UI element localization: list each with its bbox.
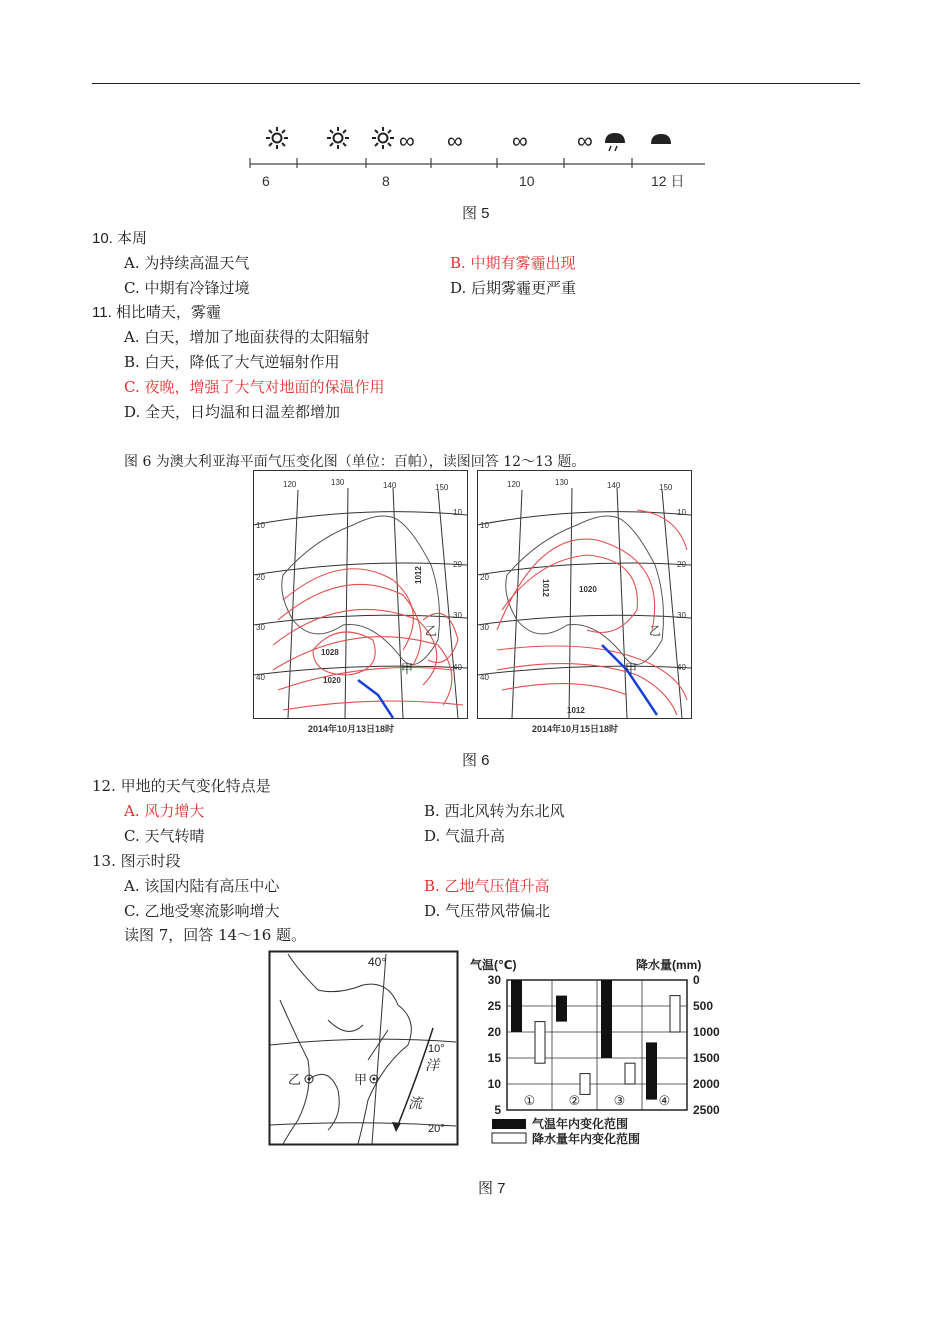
q11-option-a: A. 白天，增加了地面获得的太阳辐射 — [124, 328, 370, 346]
svg-text:150: 150 — [435, 483, 449, 492]
temp-range-bar — [556, 996, 567, 1022]
precip-range-bar — [625, 1063, 635, 1084]
map-date: 2014年10月15日18时 — [532, 724, 619, 734]
temp-range-bar — [601, 980, 612, 1058]
svg-text:10: 10 — [677, 508, 686, 517]
left-tick-label: 25 — [487, 999, 501, 1013]
figure-6-map-left — [253, 470, 468, 735]
svg-text:30: 30 — [256, 623, 265, 632]
figure-5-caption: 图 5 — [462, 205, 490, 222]
svg-text:1028: 1028 — [321, 648, 339, 657]
right-tick-label: 1000 — [693, 1025, 720, 1039]
sun-icon — [372, 127, 394, 149]
precip-range-bar — [580, 1074, 590, 1095]
q13-option-b: B. 乙地气压值升高 — [424, 877, 550, 895]
sun-icon — [327, 127, 349, 149]
legend-temp-swatch — [492, 1119, 526, 1129]
svg-text:20: 20 — [453, 560, 462, 569]
svg-text:10: 10 — [480, 521, 489, 530]
svg-text:洋: 洋 — [425, 1057, 439, 1073]
right-tick-label: 500 — [693, 999, 714, 1013]
tick-label: 10 — [519, 173, 535, 189]
q10-stem: 10. 本周 — [92, 230, 148, 247]
svg-text:1012: 1012 — [541, 579, 550, 597]
svg-text:40: 40 — [677, 663, 686, 672]
svg-text:140: 140 — [383, 481, 397, 490]
figure-7-climate-chart — [470, 955, 720, 1150]
q11-stem: 11. 相比晴天，雾霾 — [92, 304, 221, 321]
cloud-icon — [651, 134, 671, 144]
left-tick-label: 10 — [487, 1077, 501, 1091]
svg-text:1020: 1020 — [323, 676, 341, 685]
figure-6-caption: 图 6 — [462, 752, 490, 769]
sun-icon — [266, 127, 288, 149]
svg-text:20°: 20° — [428, 1123, 445, 1135]
q12-option-d: D. 气温升高 — [424, 827, 506, 845]
tick-label: 12 日 — [651, 173, 685, 189]
tick-label: 8 — [382, 173, 390, 189]
svg-text:1012: 1012 — [414, 566, 423, 584]
q10-option-c: C. 中期有冷锋过境 — [124, 279, 250, 297]
svg-text:40°: 40° — [368, 955, 387, 969]
svg-text:甲: 甲 — [401, 662, 414, 676]
svg-text:40: 40 — [453, 663, 462, 672]
temp-range-bar — [511, 980, 522, 1032]
svg-text:20: 20 — [256, 573, 265, 582]
right-tick-label: 2000 — [693, 1077, 720, 1091]
left-tick-label: 15 — [487, 1051, 501, 1065]
svg-text:10: 10 — [453, 508, 462, 517]
left-axis-title: 气温(℃) — [470, 958, 517, 972]
precip-range-bar — [535, 1022, 545, 1064]
q12-option-b: B. 西北风转为东北风 — [424, 802, 565, 820]
haze-icon: ∞ — [577, 128, 593, 153]
svg-text:乙: 乙 — [425, 624, 438, 638]
svg-text:30: 30 — [480, 623, 489, 632]
svg-text:10°: 10° — [428, 1043, 445, 1055]
q11-option-c: C. 夜晚，增强了大气对地面的保温作用 — [124, 378, 385, 396]
svg-text:130: 130 — [331, 478, 345, 487]
legend-temp-label: 气温年内变化范围 — [532, 1117, 629, 1131]
q13-option-c: C. 乙地受寒流影响增大 — [124, 902, 280, 920]
svg-text:30: 30 — [677, 611, 686, 620]
left-tick-label: 5 — [494, 1103, 501, 1117]
figure-7-caption: 图 7 — [478, 1180, 506, 1197]
station-label: ① — [523, 1093, 536, 1108]
right-tick-label: 0 — [693, 973, 700, 987]
station-label: ② — [568, 1093, 581, 1108]
tick-label: 6 — [262, 173, 270, 189]
q13-option-a: A. 该国内陆有高压中心 — [124, 877, 280, 895]
svg-text:乙: 乙 — [288, 1072, 302, 1087]
svg-text:20: 20 — [480, 573, 489, 582]
precip-range-bar — [670, 996, 680, 1032]
svg-text:甲: 甲 — [354, 1072, 368, 1087]
station-label: ③ — [613, 1093, 626, 1108]
svg-text:40: 40 — [480, 673, 489, 682]
left-tick-label: 30 — [487, 973, 501, 987]
q12-option-a: A. 风力增大 — [124, 802, 205, 820]
svg-text:120: 120 — [283, 480, 297, 489]
map-date: 2014年10月13日18时 — [308, 724, 395, 734]
figure-7-map — [268, 950, 463, 1150]
haze-icon: ∞ — [447, 128, 463, 153]
figure-6-map-right — [477, 470, 692, 735]
svg-text:130: 130 — [555, 478, 569, 487]
q12-stem: 12. 甲地的天气变化特点是 — [92, 777, 271, 795]
left-tick-label: 20 — [487, 1025, 501, 1039]
svg-text:120: 120 — [507, 480, 521, 489]
right-axis-title: 降水量(mm) — [636, 958, 702, 972]
svg-text:20: 20 — [677, 560, 686, 569]
q13-stem: 13. 图示时段 — [92, 852, 181, 870]
figure-5-weather-timeline — [240, 120, 720, 195]
q11-option-b: B. 白天，降低了大气逆辐射作用 — [124, 353, 340, 371]
header-rule — [92, 83, 860, 84]
q11-option-d: D. 全天，日均温和日温差都增加 — [124, 403, 341, 421]
q10-option-b: B. 中期有雾霾出现 — [450, 254, 576, 272]
svg-text:甲: 甲 — [625, 662, 638, 676]
svg-text:40: 40 — [256, 673, 265, 682]
right-tick-label: 2500 — [693, 1103, 720, 1117]
svg-text:1020: 1020 — [579, 585, 597, 594]
figure-6-intro: 图 6 为澳大利亚海平面气压变化图（单位：百帕），读图回答 12～13 题。 — [124, 454, 586, 470]
svg-text:150: 150 — [659, 483, 673, 492]
svg-text:流: 流 — [408, 1095, 422, 1111]
q12-option-c: C. 天气转晴 — [124, 827, 205, 845]
haze-icon: ∞ — [512, 128, 528, 153]
haze-icon: ∞ — [399, 128, 415, 153]
temp-range-bar — [646, 1042, 657, 1099]
legend-precip-swatch — [492, 1133, 526, 1143]
q10-option-d: D. 后期雾霾更严重 — [450, 279, 577, 297]
q10-option-a: A. 为持续高温天气 — [124, 254, 250, 272]
svg-text:140: 140 — [607, 481, 621, 490]
figure-7-intro: 读图 7，回答 14～16 题。 — [124, 926, 307, 944]
rain-cloud-icon — [605, 133, 625, 151]
station-label: ④ — [658, 1093, 671, 1108]
svg-text:乙: 乙 — [649, 624, 662, 638]
svg-text:10: 10 — [256, 521, 265, 530]
right-tick-label: 1500 — [693, 1051, 720, 1065]
svg-text:30: 30 — [453, 611, 462, 620]
legend-precip-label: 降水量年内变化范围 — [532, 1132, 641, 1146]
svg-text:1012: 1012 — [567, 706, 585, 715]
q13-option-d: D. 气压带风带偏北 — [424, 902, 551, 920]
